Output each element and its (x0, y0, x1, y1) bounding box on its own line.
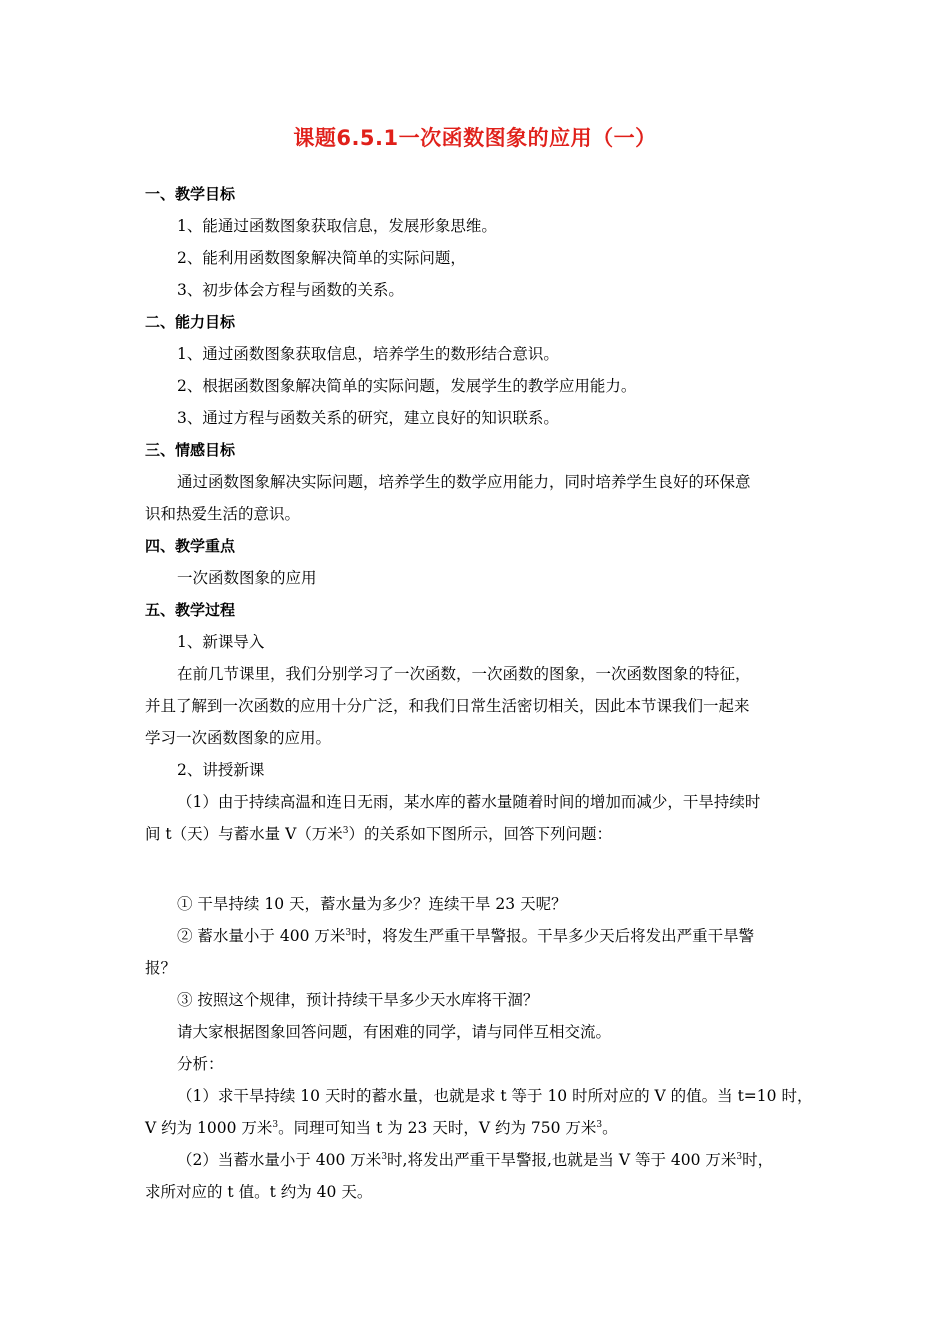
section-heading-emotion: 三、情感目标 (145, 441, 236, 459)
subheading-new-lesson: 2、讲授新课 (177, 761, 265, 779)
paragraph-line: 学习一次函数图象的应用。 (145, 729, 332, 747)
question-2: ② 蓄水量小于 400 万米$^3$时，将发生严重干旱警报。干旱多少天后将发出严重干旱警 (177, 927, 755, 945)
paragraph-line: 在前几节课里，我们分别学习了一次函数，一次函数的图象，一次函数图象的特征， (177, 665, 751, 683)
paragraph-line: 一次函数图象的应用 (177, 569, 317, 587)
section-heading-focus: 四、教学重点 (145, 537, 236, 555)
ability-item-3: 3、通过方程与函数关系的研究，建立良好的知识联系。 (177, 409, 559, 427)
section-heading-ability: 二、能力目标 (145, 313, 236, 331)
paragraph-line: 求所对应的 t 值。t 约为 40 天。 (145, 1183, 373, 1201)
paragraph-line: 并且了解到一次函数的应用十分广泛，和我们日常生活密切相关，因此本节课我们一起来 (145, 697, 750, 715)
paragraph-line: （1）由于持续高温和连日无雨，某水库的蓄水量随着时间的增加而减少，干旱持续时 (177, 793, 761, 811)
analysis-2: （2）当蓄水量小于 400 万米$^3$时,将发出严重干旱警报,也就是当 V 等于 400 万米$^3$时， (177, 1151, 774, 1169)
analysis-label: 分析： (177, 1055, 224, 1073)
section-heading-goals: 一、教学目标 (145, 185, 236, 203)
paragraph-line: 报？ (145, 959, 177, 977)
section-heading-process: 五、教学过程 (145, 601, 236, 619)
paragraph-line: 间 t（天）与蓄水量 V（万米$^3$）的关系如下图所示，回答下列问题： (145, 825, 613, 843)
goal-item-1: 1、能通过函数图象获取信息，发展形象思维。 (177, 217, 497, 235)
subheading-intro: 1、新课导入 (177, 633, 265, 651)
question-1: ① 干旱持续 10 天，蓄水量为多少？连续干旱 23 天呢？ (177, 895, 567, 913)
page-title: 课题6.5.1一次函数图象的应用（一） (293, 126, 657, 150)
paragraph-line: 识和热爱生活的意识。 (145, 505, 301, 523)
paragraph-line: V 约为 1000 万米$^3$。同理可知当 t 为 23 天时，V 约为 750 万米$^3$。 (145, 1119, 618, 1137)
question-3: ③ 按照这个规律，预计持续干旱多少天水库将干涸？ (177, 991, 539, 1009)
goal-item-3: 3、初步体会方程与函数的关系。 (177, 281, 404, 299)
analysis-1: （1）求干旱持续 10 天时的蓄水量，也就是求 t 等于 10 时所对应的 V 的值。当 t=10 时， (177, 1087, 813, 1105)
ability-item-2: 2、根据函数图象解决简单的实际问题，发展学生的教学应用能力。 (177, 377, 637, 395)
paragraph-line: 请大家根据图象回答问题，有困难的同学，请与同伴互相交流。 (177, 1023, 612, 1041)
paragraph-line: 通过函数图象解决实际问题，培养学生的数学应用能力，同时培养学生良好的环保意 (177, 473, 751, 491)
ability-item-1: 1、通过函数图象获取信息，培养学生的数形结合意识。 (177, 345, 559, 363)
goal-item-2: 2、能利用函数图象解决简单的实际问题， (177, 249, 466, 267)
